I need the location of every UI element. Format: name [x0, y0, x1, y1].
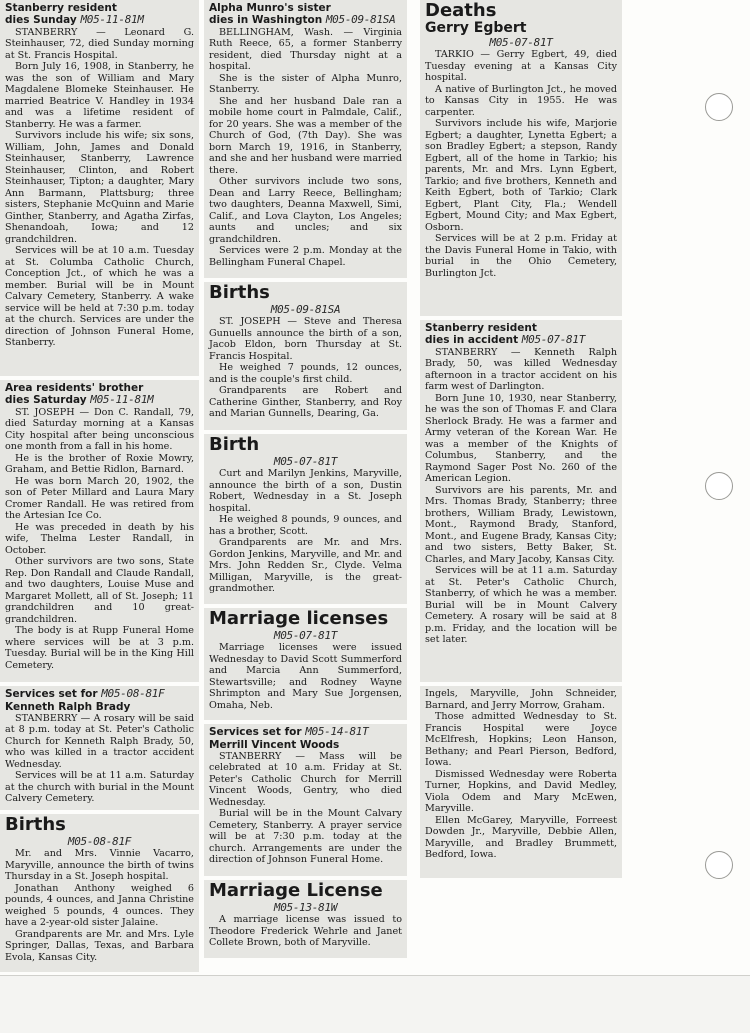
paragraph: Those admitted Wednesday to St. Francis Hospital were Joyce McElfresh, Hopkins; Leon Hanson, Bethany; and Pearl Pierson, Bedford, Iowa. — [425, 711, 617, 768]
clipping-randall-obituary — [0, 380, 199, 682]
paragraph: She is the sister of Alpha Munro, Stanberry. — [209, 72, 402, 96]
paragraph: Grandparents are Robert and Catherine Ginther, Stanberry, and Roy and Marian Gunnells, Dearing, Ga. — [209, 385, 402, 420]
headline-line-2: dies in Washington — [209, 14, 323, 27]
paragraph: He is the brother of Roxie Mowry, Graham, and Bettie Ridlon, Barnard. — [5, 452, 194, 476]
clipping-births-vacarro — [0, 814, 199, 972]
paragraph: Services will be at 11 a.m. Saturday at the church with burial in the Mount Calvery Cemetery. — [5, 770, 194, 805]
paragraph: Other survivors include two sons, Dean and Larry Reece, Bellingham; two daughters, Deanna Maxwell, Simi, Calif., and Lova Clayton, Los Angeles; aunts and uncles; and six grandchildren. — [209, 176, 402, 245]
section-heading: Births — [5, 814, 66, 835]
paragraph: He weighed 8 pounds, 9 ounces, and has a brother, Scott. — [209, 514, 402, 537]
paragraph: Ellen McGarey, Maryville, Forreest Dowden Jr., Maryville, Debbie Allen, Maryville, and Bradley Brummett, Bedford, Iowa. — [425, 814, 617, 860]
paragraph: Other survivors are two sons, State Rep. Don Randall and Claude Randall, and two daughters, Louise Muse and Margaret Mollett, all of St. Joseph; 11 grandchildren and 10 great-grandchildren. — [5, 556, 194, 625]
paragraph: Grandparents are Mr. and Mrs. Gordon Jenkins, Maryville, and Mr. and Mrs. John Redden Sr., Clyde. Velma Milligan, Maryville, is the great-grandmother. — [209, 537, 402, 595]
handwritten-date-note: M05-13-81W — [273, 900, 338, 914]
handwritten-date-note: M05-09-81SA — [270, 302, 341, 316]
headline-line-2: Merrill Vincent Woods — [209, 738, 340, 751]
handwritten-date-note: M05-07-81T — [273, 454, 338, 468]
section-heading: Marriage License — [209, 880, 383, 901]
clipping-brady-accident-obituary — [420, 320, 622, 682]
headline-line-2: dies Sunday — [5, 14, 77, 27]
paragraph: Grandparents are Mr. and Mrs. Lyle Springer, Dallas, Texas, and Barbara Evola, Kansas City. — [5, 928, 194, 963]
paragraph: He was born March 20, 1902, the son of Peter Millard and Laura Mary Cromer Randall. He was retired from the Artesian Ice Co. — [5, 475, 194, 522]
handwritten-date-note: M05-08-81F — [67, 834, 132, 848]
clipping-munro-sister-obituary — [204, 0, 407, 278]
clipping-marriage-licenses — [204, 608, 407, 720]
handwritten-date-note: M05-08-81F — [101, 687, 165, 700]
section-heading: Deaths — [425, 0, 497, 21]
paragraph: TARKIO — Gerry Egbert, 49, died Tuesday evening at a Kansas City hospital. — [425, 49, 617, 84]
paragraph: STANBERRY — A rosary will be said at 8 p.m. today at St. Peter's Catholic Church for Kenneth Ralph Brady, 50, who was killed in a tractor accident Wednesday. — [5, 712, 194, 770]
paragraph: Born July 16, 1908, in Stanberry, he was the son of William and Mary Magdalene Blomeke Steinhauser. He married Beatrice V. Handley in 1934 and was a lifetime resident of Stanberry. He was a farmer. — [5, 61, 194, 130]
paragraph: She and her husband Dale ran a mobile home court in Palmdale, Calif., for 20 years. She was a member of the Church of God, (7th Day). She was born March 19, 1916, in Stanberry, and she and her husband were married there. — [209, 95, 402, 176]
headline — [5, 382, 194, 407]
obituary-name: Gerry Egbert — [425, 19, 527, 36]
paragraph: Survivors are his parents, Mr. and Mrs. Thomas Brady, Stanberry; three brothers, William Brady, Lewistown, Mont., Raymond Brady, Stanford, Mont., and Eugene Brady, Kansas City; and two sisters, Betty Baker, St. Charles, and Mary Jacoby, Kansas City. — [425, 484, 617, 565]
headline-line-1: Alpha Munro's sister — [209, 2, 331, 14]
handwritten-date-note: M05-07-81T — [273, 628, 338, 642]
paragraph: Mr. and Mrs. Vinnie Vacarro, Maryville, announce the birth of twins Thursday in a St. Joseph hospital. — [5, 848, 194, 883]
paragraph: Ingels, Maryville, John Schneider, Barnard, and Jerry Morrow, Graham. — [425, 688, 617, 711]
section-heading: Births — [209, 282, 270, 303]
headline-line-1: Services set for — [209, 726, 302, 738]
handwritten-date-note: M05-09-81SA — [325, 13, 396, 27]
clipping-hospital-notes — [420, 686, 622, 878]
paragraph: He was preceded in death by his wife, Thelma Lester Randall, in October. — [5, 521, 194, 556]
paragraph: Marriage licenses were issued Wednesday to David Scott Summerford and Marcia Ann Summerford, Stewartsville; and Rodney Wayne Shrimpton and Mary Sue Jorgensen, Omaha, Neb. — [209, 642, 402, 711]
paragraph: Services will be at 10 a.m. Tuesday at St. Columba Catholic Church, Conception Jct., of which he was a member. Burial will be in Mount Calvary Cemetery, Stanberry. A wake service will be held at 7:30 p.m. today at the church. Services are under the direction of Johnson Funeral Home, Stanberry. — [5, 245, 194, 349]
paragraph: The body is at Rupp Funeral Home where services will be at 3 p.m. Tuesday. Burial will be in the King Hill Cemetery. — [5, 625, 194, 671]
handwritten-date-note: M05-07-81T — [489, 36, 553, 50]
binder-hole — [705, 93, 733, 121]
section-heading: Marriage licenses — [209, 608, 389, 629]
paragraph: STANBERRY — Kenneth Ralph Brady, 50, was killed Wednesday afternoon in a tractor accident on his farm west of Darlington. — [425, 346, 617, 393]
headline-line-2: dies in accident — [425, 334, 519, 347]
paragraph: Survivors include his wife; six sons, William, John, James and Donald Steinhauser, Stanberry, Lawrence Steinhauser, Clinton, and Robert Steinhauser, Tipton; a daughter, Mary Ann Barmann, Plattsburg; three sisters, Stephanie McQuinn and Marie Ginther, Stanberry, and Agatha Zirfas, Shenandoah, Iowa; and 12 grandchildren. — [5, 130, 194, 245]
clipping-deaths-egbert — [420, 0, 622, 316]
headline — [209, 726, 402, 751]
clipping-births-gunuells — [204, 282, 407, 430]
clipping-woods-services — [204, 724, 407, 876]
headline-line-1: Services set for — [5, 688, 98, 700]
headline — [5, 688, 194, 713]
paragraph: Survivors include his wife, Marjorie Egbert; a daughter, Lynetta Egbert; a son Bradley Egbert; a stepson, Randy Egbert, all of the home in Tarkio; his parents, Mr. and Mrs. Lynn Egbert, Tarkio; and five brothers, Kenneth and Keith Egbert, both of Tarkio; Clark Egbert, Plant City, Fla.; Wendell Egbert, Mound City; and Max Egbert, Osborn. — [425, 118, 617, 233]
headline-line-1: Stanberry resident — [425, 322, 537, 334]
paragraph: Services will be at 2 p.m. Friday at the Davis Funeral Home in Takio, with burial in the Ohio Cemetery, Burlington Jct. — [425, 233, 617, 279]
paragraph: BELLINGHAM, Wash. — Virginia Ruth Reece, 65, a former Stanberry resident, died Thursday night at a hospital. — [209, 26, 402, 73]
clipping-marriage-license — [204, 880, 407, 958]
clipping-steinhauser-obituary — [0, 0, 199, 376]
clipping-birth-jenkins — [204, 434, 407, 604]
section-heading: Birth — [209, 434, 260, 455]
paragraph: STANBERRY — Leonard G. Steinhauser, 72, died Sunday morning at St. Francis Hospital. — [5, 26, 194, 61]
headline-line-1: Stanberry resident — [5, 2, 117, 14]
paragraph: STANBERRY — Mass will be celebrated at 10 a.m. Friday at St. Peter's Catholic Church for Merrill Vincent Woods, Gentry, who died Wednesday. — [209, 750, 402, 808]
paragraph: Services will be at 11 a.m. Saturday at St. Peter's Catholic Church, Stanberry, of which he was a member. Burial will be in Mount Calvery Cemetery. A rosary will be said at 8 p.m. Friday, and the location will be set later. — [425, 565, 617, 646]
paragraph: ST. JOSEPH — Don C. Randall, 79, died Saturday morning at a Kansas City hospital after being unconscious one month from a fall in his home. — [5, 406, 194, 453]
paragraph: Dismissed Wednesday were Roberta Turner, Hopkins, and David Medley, Viola Odem and Mary McEwen, Maryville. — [425, 768, 617, 814]
handwritten-date-note: M05-14-81T — [305, 725, 369, 738]
handwritten-date-note: M05-11-81M — [90, 393, 154, 407]
headline-line-1: Area residents' brother — [5, 382, 144, 394]
paragraph: He weighed 7 pounds, 12 ounces, and is the couple's first child. — [209, 362, 402, 385]
paragraph: ST. JOSEPH — Steve and Theresa Gunuells announce the birth of a son, Jacob Eldon, born Thursday at St. Francis Hospital. — [209, 316, 402, 362]
binder-hole — [705, 472, 733, 500]
handwritten-date-note: M05-11-81M — [80, 13, 144, 27]
clipping-brady-services — [0, 686, 199, 810]
handwritten-date-note: M05-07-81T — [521, 333, 586, 347]
headline-line-2: Kenneth Ralph Brady — [5, 700, 131, 713]
headline — [5, 2, 194, 27]
headline — [425, 322, 617, 347]
paragraph: Curt and Marilyn Jenkins, Maryville, announce the birth of a son, Dustin Robert, Wednesday in a St. Joseph hospital. — [209, 468, 402, 514]
headline-line-2: dies Saturday — [5, 394, 87, 407]
paragraph: Born June 10, 1930, near Stanberry, he was the son of Thomas F. and Clara Sherlock Brady. He was a farmer and Army veteran of the Korean War. He was a member of the Knights of Columbus, Stanberry, and the Raymond Sager Post No. 260 of the American Legion. — [425, 392, 617, 485]
paragraph: Services were 2 p.m. Monday at the Bellingham Funeral Chapel. — [209, 245, 402, 268]
paragraph: Jonathan Anthony weighed 6 pounds, 4 ounces, and Janna Christine weighed 5 pounds, 4 ounces. They have a 2-year-old sister Jalaine. — [5, 882, 194, 929]
headline — [209, 2, 402, 27]
binder-hole — [705, 851, 733, 879]
paragraph: A marriage license was issued to Theodore Frederick Wehrle and Janet Collete Brown, both of Maryville. — [209, 914, 402, 949]
paragraph: Burial will be in the Mount Calvary Cemetery, Stanberry. A prayer service will be at 7:30 p.m. today at the church. Arrangements are under the direction of Johnson Funeral Home. — [209, 808, 402, 866]
paragraph: A native of Burlington Jct., he moved to Kansas City in 1955. He was carpenter. — [425, 83, 617, 118]
